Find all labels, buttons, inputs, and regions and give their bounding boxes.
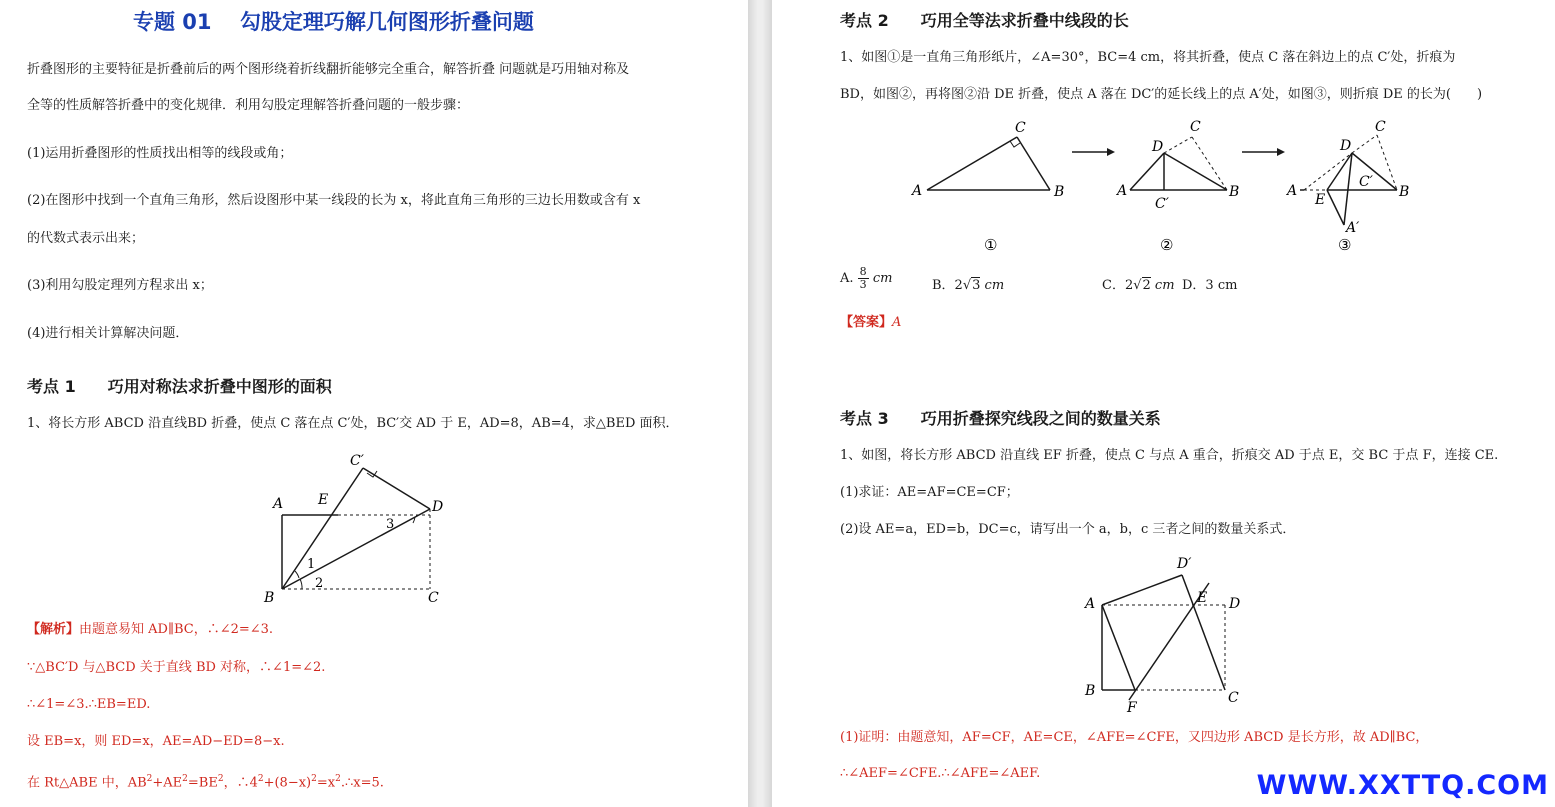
svg-text:D: D bbox=[1152, 139, 1164, 155]
kaodian-2-heading: 考点 2 巧用全等法求折叠中线段的长 bbox=[840, 11, 1129, 30]
svg-text:C: C bbox=[1190, 119, 1201, 135]
svg-text:A: A bbox=[1085, 596, 1096, 612]
question-3-part-2: (2)设 AE=a，ED=b，DC=c，请写出一个 a，b，c 三者之间的数量关系式． bbox=[840, 522, 1296, 537]
svg-text:C′: C′ bbox=[1359, 174, 1373, 190]
svg-text:A: A bbox=[1117, 183, 1128, 199]
question-3: 1、如图，将长方形 ABCD 沿直线 EF 折叠，使点 C 与点 A 重合，折痕交 AD 于点 E，交 BC 于点 F，连接 CE. bbox=[840, 448, 1499, 463]
step-2-line-2: 的代数式表示出来； bbox=[27, 231, 145, 246]
fold-figure-1 bbox=[255, 448, 460, 610]
page-title: 专题 01 勾股定理巧解几何图形折叠问题 bbox=[133, 10, 534, 34]
solution-line-4: 设 EB=x，则 ED=x，AE=AD−ED=8−x. bbox=[27, 734, 285, 749]
option-b[interactable]: B．2√3 cm bbox=[932, 278, 1005, 293]
question-3-part-1: (1)求证：AE=AF=CE=CF； bbox=[840, 485, 1019, 500]
svg-text:C′: C′ bbox=[1155, 196, 1169, 212]
solution-line-1 bbox=[27, 620, 273, 640]
fig1-label-cprime: C′ bbox=[350, 453, 364, 469]
proof-line-1: (1)证明：由题意知，AF=CF，AE=CE，∠AFE=∠CFE，又四边形 ABCD 是长方形，故 AD∥BC， bbox=[840, 730, 1429, 745]
fig-num-3: ③ bbox=[1338, 236, 1352, 254]
svg-text:A′: A′ bbox=[1346, 220, 1360, 236]
intro-line-2: 全等的性质解答折叠中的变化规律．利用勾股定理解答折叠问题的一般步骤： bbox=[27, 98, 470, 113]
fold-figures-2 bbox=[902, 115, 1422, 260]
question-2-line-2: BD，如图②，再将图②沿 DE 折叠，使点 A 落在 DC′的延长线上的点 A′处，如图③，则折痕 DE 的长为( ) bbox=[840, 87, 1483, 102]
answer-value: A bbox=[892, 315, 902, 330]
option-d[interactable]: D．3 cm bbox=[1182, 278, 1238, 293]
question-2-line-1: 1、如图①是一直角三角形纸片，∠A=30°，BC=4 cm，将其折叠，使点 C 落在斜边上的点 C′处，折痕为 bbox=[840, 50, 1456, 65]
svg-text:B: B bbox=[1229, 184, 1240, 200]
answer-tag: 【答案】 bbox=[840, 315, 893, 330]
proof-line-2: ∴∠AEF=∠CFE.∴∠AFE=∠AEF. bbox=[840, 766, 1041, 781]
fig1-label-a: A bbox=[273, 496, 284, 512]
svg-text:E: E bbox=[1197, 590, 1208, 606]
svg-text:D: D bbox=[1229, 596, 1241, 612]
answer-line bbox=[840, 313, 901, 333]
fig1-label-e: E bbox=[318, 492, 329, 508]
right-page bbox=[772, 0, 1555, 807]
fig1-label-d: D bbox=[432, 499, 444, 515]
option-c[interactable]: C．2√2 cm bbox=[1102, 278, 1175, 293]
svg-text:B: B bbox=[1399, 184, 1410, 200]
fig-num-2: ② bbox=[1160, 236, 1174, 254]
step-3: (3)利用勾股定理列方程求出 x； bbox=[27, 278, 213, 293]
svg-text:C: C bbox=[1375, 119, 1386, 135]
site-watermark: WWW.XXTTQ.COM bbox=[1256, 770, 1549, 801]
fold-figure-3 bbox=[1077, 550, 1257, 715]
step-1: (1)运用折叠图形的性质找出相等的线段或角； bbox=[27, 146, 293, 161]
fig1-angle-2: 2 bbox=[315, 576, 324, 591]
solution-line-2: ∵△BC′D 与△BCD 关于直线 BD 对称，∴∠1=∠2. bbox=[27, 660, 326, 675]
kaodian-1-heading: 考点 1 巧用对称法求折叠中图形的面积 bbox=[27, 377, 332, 396]
solution-tag: 【解析】 bbox=[27, 622, 80, 637]
svg-text:A: A bbox=[912, 183, 923, 199]
solution-text-1: 由题意易知 AD∥BC，∴∠2=∠3. bbox=[79, 622, 274, 637]
page-gutter bbox=[748, 0, 772, 807]
fig-num-1: ① bbox=[984, 236, 998, 254]
svg-text:E: E bbox=[1315, 192, 1326, 208]
svg-text:D′: D′ bbox=[1177, 556, 1192, 572]
svg-text:D: D bbox=[1340, 138, 1352, 154]
kaodian-3-heading: 考点 3 巧用折叠探究线段之间的数量关系 bbox=[840, 409, 1161, 428]
left-page bbox=[0, 0, 748, 807]
svg-text:B: B bbox=[1085, 683, 1096, 699]
fig1-label-c: C bbox=[428, 590, 439, 606]
fig1-angle-1: 1 bbox=[307, 557, 316, 572]
fig1-label-b: B bbox=[264, 590, 275, 606]
svg-text:F: F bbox=[1127, 700, 1137, 715]
svg-text:A: A bbox=[1287, 183, 1298, 199]
question-1: 1、将长方形 ABCD 沿直线BD 折叠，使点 C 落在点 C′处，BC′交 AD 于 E，AD=8，AB=4，求△BED 面积． bbox=[27, 416, 679, 431]
svg-text:C: C bbox=[1228, 690, 1239, 706]
step-2-line-1: (2)在图形中找到一个直角三角形，然后设图形中某一线段的长为 x，将此直角三角形的三边长用数或含有 x bbox=[27, 193, 641, 208]
step-4: (4)进行相关计算解决问题． bbox=[27, 326, 189, 341]
solution-line-5: 在 Rt△ABE 中，$AB^2+AE^2=BE^2$，$\therefore 4^2+(8-x)^2=x^2.\therefore x=5$. bbox=[27, 774, 384, 791]
intro-line-1: 折叠图形的主要特征是折叠前后的两个图形绕着折线翻折能够完全重合，解答折叠 问题就是巧用轴对称及 bbox=[27, 62, 630, 77]
fig1-angle-3: 3 bbox=[386, 517, 395, 532]
svg-text:C: C bbox=[1015, 120, 1026, 136]
solution-line-3: ∴∠1=∠3.∴EB=ED. bbox=[27, 697, 151, 712]
option-a[interactable]: A. $\frac{8}{3}$ cm bbox=[840, 265, 893, 291]
svg-text:B: B bbox=[1054, 184, 1065, 200]
